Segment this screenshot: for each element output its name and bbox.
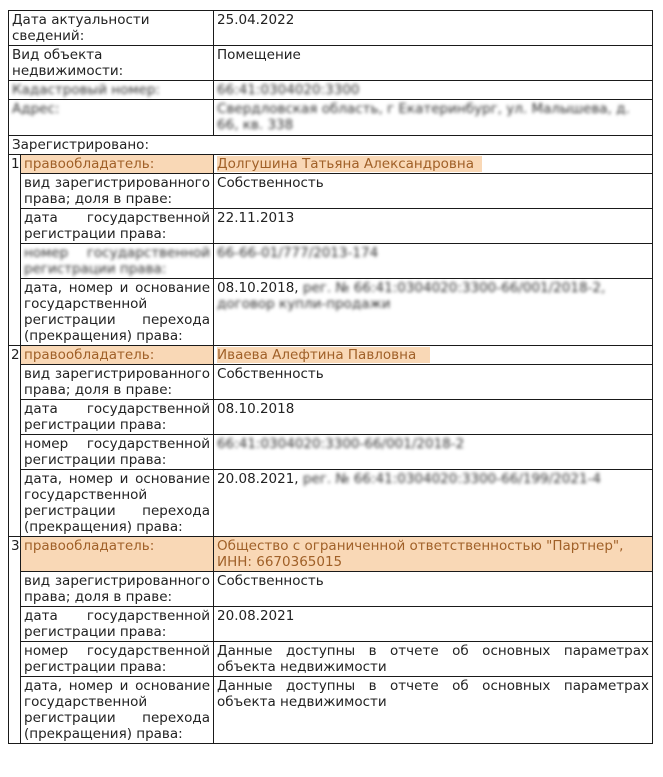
address-label: Адрес: — [12, 101, 60, 117]
holder-label: правообладатель: — [21, 346, 214, 365]
date-row — [9, 11, 653, 46]
owner-3-holder-row — [9, 537, 653, 572]
owner-2-number: 2 — [9, 346, 21, 537]
owner-3-right-type: Собственность — [214, 572, 653, 607]
owner-3-right-row — [9, 572, 653, 607]
owner-1-number-row — [9, 244, 653, 279]
date-value: 25.04.2022 — [214, 11, 653, 46]
reg-number-label: номер государственной регистрации права: — [24, 245, 211, 277]
address-value: Свердловская область, г Екатеринбург, ул. Малышева, д. 66, кв. 338 — [217, 101, 630, 133]
transfer-label: дата, номер и основание государственной регистрации перехода (прекращения) права: — [21, 279, 214, 346]
date-label: Дата актуальности сведений: — [9, 11, 214, 46]
registered-row — [9, 136, 653, 155]
owner-1-transfer-rest: рег. № 66:41:0304020:3300-66/001/2018-2, договор купли-продажи — [217, 280, 606, 312]
owner-2-transfer-date: 20.08.2021, — [217, 471, 299, 487]
holder-label: правообладатель: — [21, 537, 214, 572]
owner-3-transfer: Данные доступны в отчете об основных параметрах объекта недвижимости — [214, 677, 653, 744]
owner-2-right-type: Собственность — [214, 365, 653, 400]
owner-3-reg-number: Данные доступны в отчете об основных параметрах объекта недвижимости — [214, 642, 653, 677]
owner-3-holder: Общество с ограниченной ответственностью "Партнер", ИНН: 6670365015 — [214, 537, 653, 572]
type-row — [9, 46, 653, 81]
owner-1-right-type: Собственность — [214, 174, 653, 209]
owner-2-reg-date: 08.10.2018 — [214, 400, 653, 435]
owner-1-reg-date: 22.11.2013 — [214, 209, 653, 244]
cadastral-value: 66:41:0304020:3300 — [217, 82, 360, 98]
owner-2-transfer-row — [9, 470, 653, 537]
owner-2-holder-row — [9, 346, 653, 365]
owner-2-reg-number: 66:41:0304020:3300-66/001/2018-2 — [217, 436, 465, 452]
owner-3-number: 3 — [9, 537, 21, 744]
owner-1-date-row — [9, 209, 653, 244]
owner-3-reg-date: 20.08.2021 — [214, 607, 653, 642]
right-type-label: вид зарегистрированного права; доля в праве: — [21, 572, 214, 607]
owner-3-date-row — [9, 607, 653, 642]
owner-1-reg-number: 66-66-01/777/2013-174 — [217, 245, 379, 261]
owner-1-number: 1 — [9, 155, 21, 346]
owner-1-transfer-date: 08.10.2018, — [217, 280, 299, 296]
reg-number-label: номер государственной регистрации права: — [21, 435, 214, 470]
owner-2-transfer-rest: рег. № 66:41:0304020:3300-66/199/2021-4 — [298, 471, 601, 487]
right-type-label: вид зарегистрированного права; доля в праве: — [21, 365, 214, 400]
owner-1-holder: Долгушина Татьяна Александровна — [217, 156, 482, 172]
owner-1-transfer-row — [9, 279, 653, 346]
type-label: Вид объекта недвижимости: — [9, 46, 214, 81]
owner-3-transfer-row — [9, 677, 653, 744]
owner-1-right-row — [9, 174, 653, 209]
owner-2-number-row — [9, 435, 653, 470]
transfer-label: дата, номер и основание государственной регистрации перехода (прекращения) права: — [21, 470, 214, 537]
owner-2-right-row — [9, 365, 653, 400]
owner-2-holder: Иваева Алефтина Павловна — [217, 347, 430, 363]
owner-3-number-row — [9, 642, 653, 677]
owner-2-date-row — [9, 400, 653, 435]
property-report — [8, 10, 653, 744]
reg-date-label: дата государственной регистрации права: — [21, 607, 214, 642]
transfer-label: дата, номер и основание государственной регистрации перехода (прекращения) права: — [21, 677, 214, 744]
property-table — [8, 10, 653, 744]
holder-label: правообладатель: — [21, 155, 214, 174]
type-value: Помещение — [214, 46, 653, 81]
reg-number-label: номер государственной регистрации права: — [21, 642, 214, 677]
cadastral-row — [9, 81, 653, 100]
registered-label: Зарегистрировано: — [9, 136, 653, 155]
right-type-label: вид зарегистрированного права; доля в праве: — [21, 174, 214, 209]
cadastral-label: Кадастровый номер: — [12, 82, 160, 98]
reg-date-label: дата государственной регистрации права: — [21, 209, 214, 244]
address-row — [9, 100, 653, 136]
owner-1-holder-row — [9, 155, 653, 174]
reg-date-label: дата государственной регистрации права: — [21, 400, 214, 435]
